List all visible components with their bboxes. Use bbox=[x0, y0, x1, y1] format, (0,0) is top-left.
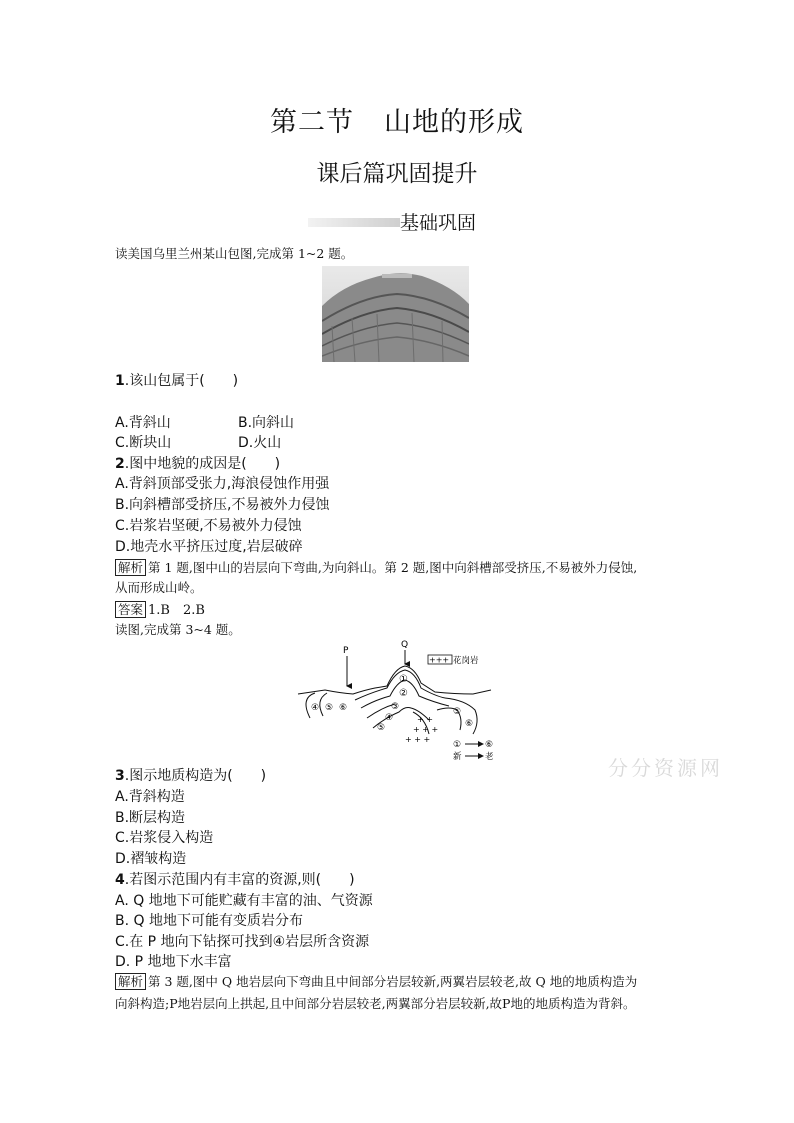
legend-text: 花岗岩 bbox=[453, 656, 479, 666]
intro-1: 读美国乌里兰州某山包图,完成第 1~2 题。 bbox=[115, 246, 354, 261]
scale-new: 新 bbox=[453, 752, 462, 762]
question-1: 1.该山包属于( ) bbox=[115, 373, 239, 389]
layer-2: ② bbox=[399, 688, 408, 699]
answer-1: 答案 1.B 2.B bbox=[115, 599, 205, 618]
analysis-2-cont: 向斜构造;P地岩层向上拱起,且中间部分岩层较老,两翼部分岩层较新,故P地的地质构造为背斜。 bbox=[115, 996, 636, 1011]
q1-option-a: A.背斜山 bbox=[115, 415, 171, 431]
hill-photo bbox=[322, 266, 469, 362]
q2-option-c: C.岩浆岩坚硬,不易被外力侵蚀 bbox=[115, 518, 302, 534]
layer-6-right: ⑥ bbox=[465, 719, 474, 729]
question-2: 2.图中地貌的成因是( ) bbox=[115, 456, 281, 472]
q2-option-d: D.地壳水平挤压过度,岩层破碎 bbox=[115, 539, 303, 555]
layer-4: ④ bbox=[385, 713, 394, 723]
page-subtitle: 课后篇巩固提升 bbox=[316, 161, 478, 187]
geology-diagram bbox=[295, 638, 515, 762]
scale-start: ① bbox=[453, 740, 462, 750]
legend-symbol: +++ bbox=[429, 655, 450, 665]
analysis-2: 解析 第 3 题,图中 Q 地岩层向下弯曲且中间部分岩层较新,两翼岩层较老,故 Q 地的地质构造为 bbox=[115, 972, 637, 990]
layer-3: ③ bbox=[391, 702, 400, 712]
label-p: P bbox=[343, 646, 349, 656]
intro-2: 读图,完成第 3~4 题。 bbox=[115, 622, 241, 637]
question-3: 3.图示地质构造为( ) bbox=[115, 768, 267, 784]
layer-4-left: ④ bbox=[311, 703, 320, 713]
answer-tag: 答案 bbox=[115, 601, 146, 618]
section-bar bbox=[308, 218, 400, 227]
granite-mark: + + bbox=[417, 715, 433, 724]
scale-old: 老 bbox=[485, 752, 494, 762]
q3-option-b: B.断层构造 bbox=[115, 810, 186, 826]
analysis-tag: 解析 bbox=[115, 559, 146, 576]
q1-option-d: D.火山 bbox=[238, 435, 282, 451]
q4-option-c: C.在 P 地向下钻探可找到④岩层所含资源 bbox=[115, 934, 370, 950]
page-title: 第二节 山地的形成 bbox=[270, 107, 524, 138]
q4-option-b: B. Q 地地下可能有变质岩分布 bbox=[115, 913, 303, 929]
analysis-1-cont: 从而形成山岭。 bbox=[115, 580, 203, 595]
q4-option-a: A. Q 地地下可能贮藏有丰富的油、气资源 bbox=[115, 893, 373, 909]
q3-option-a: A.背斜构造 bbox=[115, 789, 185, 805]
analysis-1: 解析 第 1 题,图中山的岩层向下弯曲,为向斜山。第 2 题,图中向斜槽部受挤压,不易被外力侵蚀, bbox=[115, 558, 637, 576]
q3-option-c: C.岩浆侵入构造 bbox=[115, 830, 214, 846]
question-4: 4.若图示范围内有丰富的资源,则( ) bbox=[115, 872, 355, 888]
q2-option-a: A.背斜顶部受张力,海浪侵蚀作用强 bbox=[115, 476, 330, 492]
layer-1: ① bbox=[399, 674, 408, 685]
q1-option-b: B.向斜山 bbox=[238, 415, 295, 431]
analysis-tag: 解析 bbox=[115, 973, 146, 990]
q3-option-d: D.褶皱构造 bbox=[115, 851, 187, 867]
scale-end: ⑥ bbox=[485, 740, 494, 750]
q2-option-b: B.向斜槽部受挤压,不易被外力侵蚀 bbox=[115, 497, 330, 513]
q4-option-d: D. P 地地下水丰富 bbox=[115, 954, 232, 970]
granite-mark: + + + bbox=[413, 725, 439, 734]
granite-mark: + + + bbox=[405, 735, 431, 744]
q1-option-c: C.断块山 bbox=[115, 435, 172, 451]
layer-6-left: ⑥ bbox=[339, 703, 348, 713]
watermark: 分分资源网 bbox=[608, 756, 723, 780]
label-q: Q bbox=[401, 640, 409, 650]
layer-5-left: ⑤ bbox=[325, 703, 334, 713]
layer-5-right: ⑤ bbox=[453, 707, 462, 717]
layer-5: ⑤ bbox=[377, 723, 386, 733]
section-heading: 基础巩固 bbox=[400, 212, 477, 234]
